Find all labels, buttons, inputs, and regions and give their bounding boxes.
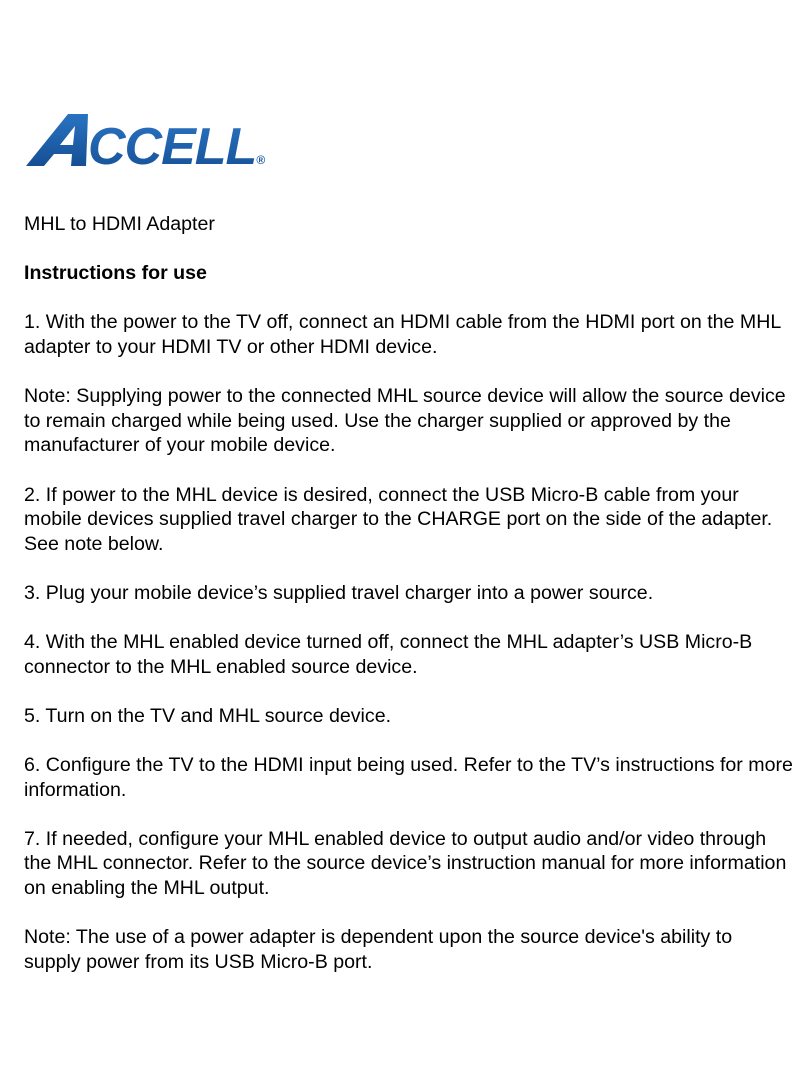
registered-mark: ® <box>256 153 265 167</box>
paragraph-step-3: 3. Plug your mobile device’s supplied travel charger into a power source. <box>24 581 654 604</box>
paragraph-note-power: Note: The use of a power adapter is dependent upon the source device's ability to supply power from its USB Micro-B port. <box>24 926 733 973</box>
paragraph-step-6: 6. Configure the TV to the HDMI input being used. Refer to the TV’s instructions for more information. <box>24 754 793 801</box>
document-title: MHL to HDMI Adapter <box>24 213 215 235</box>
instructions-heading: Instructions for use <box>24 262 207 285</box>
paragraph-note-charging: Note: Supplying power to the connected MHL source device will allow the source device to remain charged while being used. Use the charger supplied or approved by the manufacturer of your mobile device. <box>24 385 786 457</box>
paragraph-step-5: 5. Turn on the TV and MHL source device. <box>24 704 392 727</box>
paragraph-step-2: 2. If power to the MHL device is desired, connect the USB Micro-B cable from your mobile devices supplied travel charger to the CHARGE port on the side of the adapter. See note below. <box>24 483 773 555</box>
paragraph-step-7: 7. If needed, configure your MHL enabled device to output audio and/or video through the MHL connector. Refer to the source device’s instruction manual for more information on enabling the MHL output. <box>24 827 787 900</box>
paragraph-step-4: 4. With the MHL enabled device turned off, connect the MHL adapter’s USB Micro-B connector to the MHL enabled source device. <box>24 631 753 678</box>
paragraph-step-1: 1. With the power to the TV off, connect an HDMI cable from the HDMI port on the MHL adapter to your HDMI TV or other HDMI device. <box>24 311 781 358</box>
logo-wordmark: CCELL® <box>88 118 265 170</box>
instructions-content <box>24 212 794 999</box>
accell-logo <box>24 112 284 170</box>
accell-logo-graphic <box>24 112 284 170</box>
